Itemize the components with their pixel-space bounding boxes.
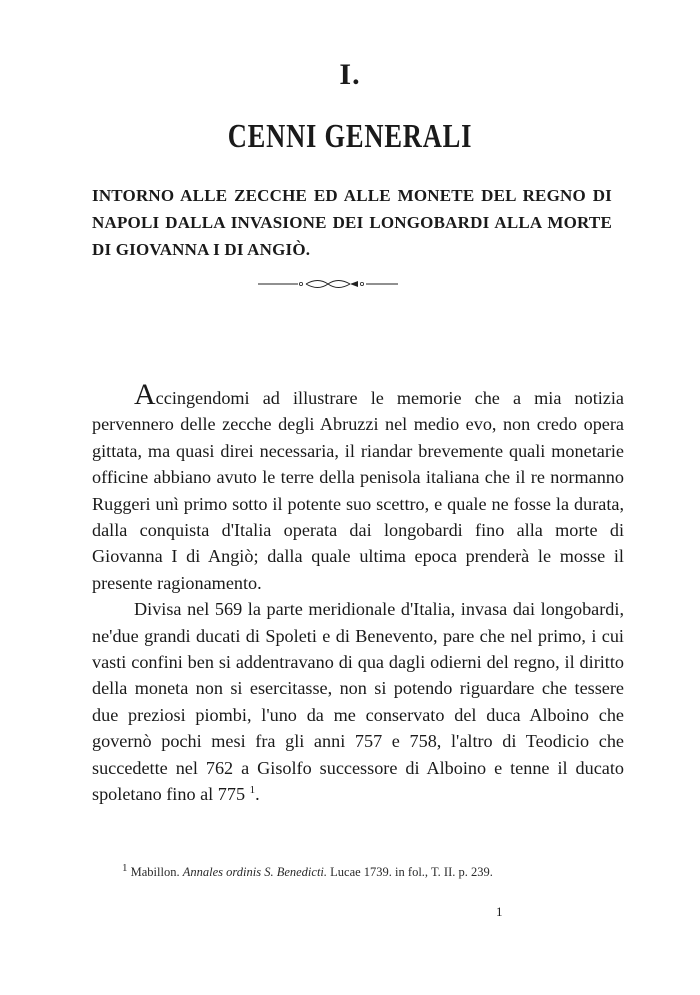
ornament-divider-icon xyxy=(258,276,398,292)
body-text xyxy=(92,378,624,808)
paragraph-1 xyxy=(92,378,624,596)
chapter-number: I. xyxy=(339,58,361,91)
paragraph-2 xyxy=(92,596,624,807)
footnote-details: Lucae 1739. in fol., T. II. p. 239. xyxy=(330,865,493,879)
chapter-subtitle: INTORNO ALLE ZECCHE ED ALLE MONETE DEL REGNO DI NAPOLI DALLA INVASIONE DEI LONGOBARDI ALLA MORTE DI GIOVANNA I DI ANGIÒ. xyxy=(92,186,612,259)
paragraph-1-text: ccingendomi ad illustrare le memorie che a mia notizia pervennero delle zecche degli Abruzzi nel medio evo, non credo opera gittata, ma quasi direi necessaria, il riandar brevemente quali monetarie officine abbiano avuto le terre della penisola italiana che il re normanno Ruggeri unì primo sotto il potente suo scettro, e quale ne fosse la durata, dalla conquista d'Italia operata dai longobardi fino alla morte di Giovanna I di Angiò; dalla quale ultima epoca prenderà le mosse il presente ragionamento. xyxy=(92,388,624,593)
paragraph-2-end: . xyxy=(255,784,260,805)
chapter-title: CENNI GENERALI xyxy=(227,118,473,155)
footnote-author: Mabillon. xyxy=(130,865,180,879)
paragraph-2-text: Divisa nel 569 la parte meridionale d'Italia, invasa dai longobardi, ne'due grandi ducati di Spoleti e di Benevento, pare che nel primo, i cui vasti confini ben si addentravano di qua dagli odierni del regno, il diritto della moneta non si esercitasse, non si potendo riguardare che tessere due preziosi piombi, l'uno da me conservato del duca Alboino che governò pochi mesi fra gli anni 757 e 758, l'altro di Teodicio che succedette nel 762 a Gisolfo successore di Alboino e tenne il ducato spoletano fino al 775 xyxy=(92,599,624,805)
footnote-work: Annales ordinis S. Benedicti. xyxy=(182,865,328,879)
signature-mark: 1 xyxy=(496,904,503,919)
footnote xyxy=(92,863,620,881)
footnote-marker: 1 xyxy=(122,861,128,874)
footnote-reference: 1 xyxy=(249,784,256,797)
drop-cap: A xyxy=(134,378,156,411)
